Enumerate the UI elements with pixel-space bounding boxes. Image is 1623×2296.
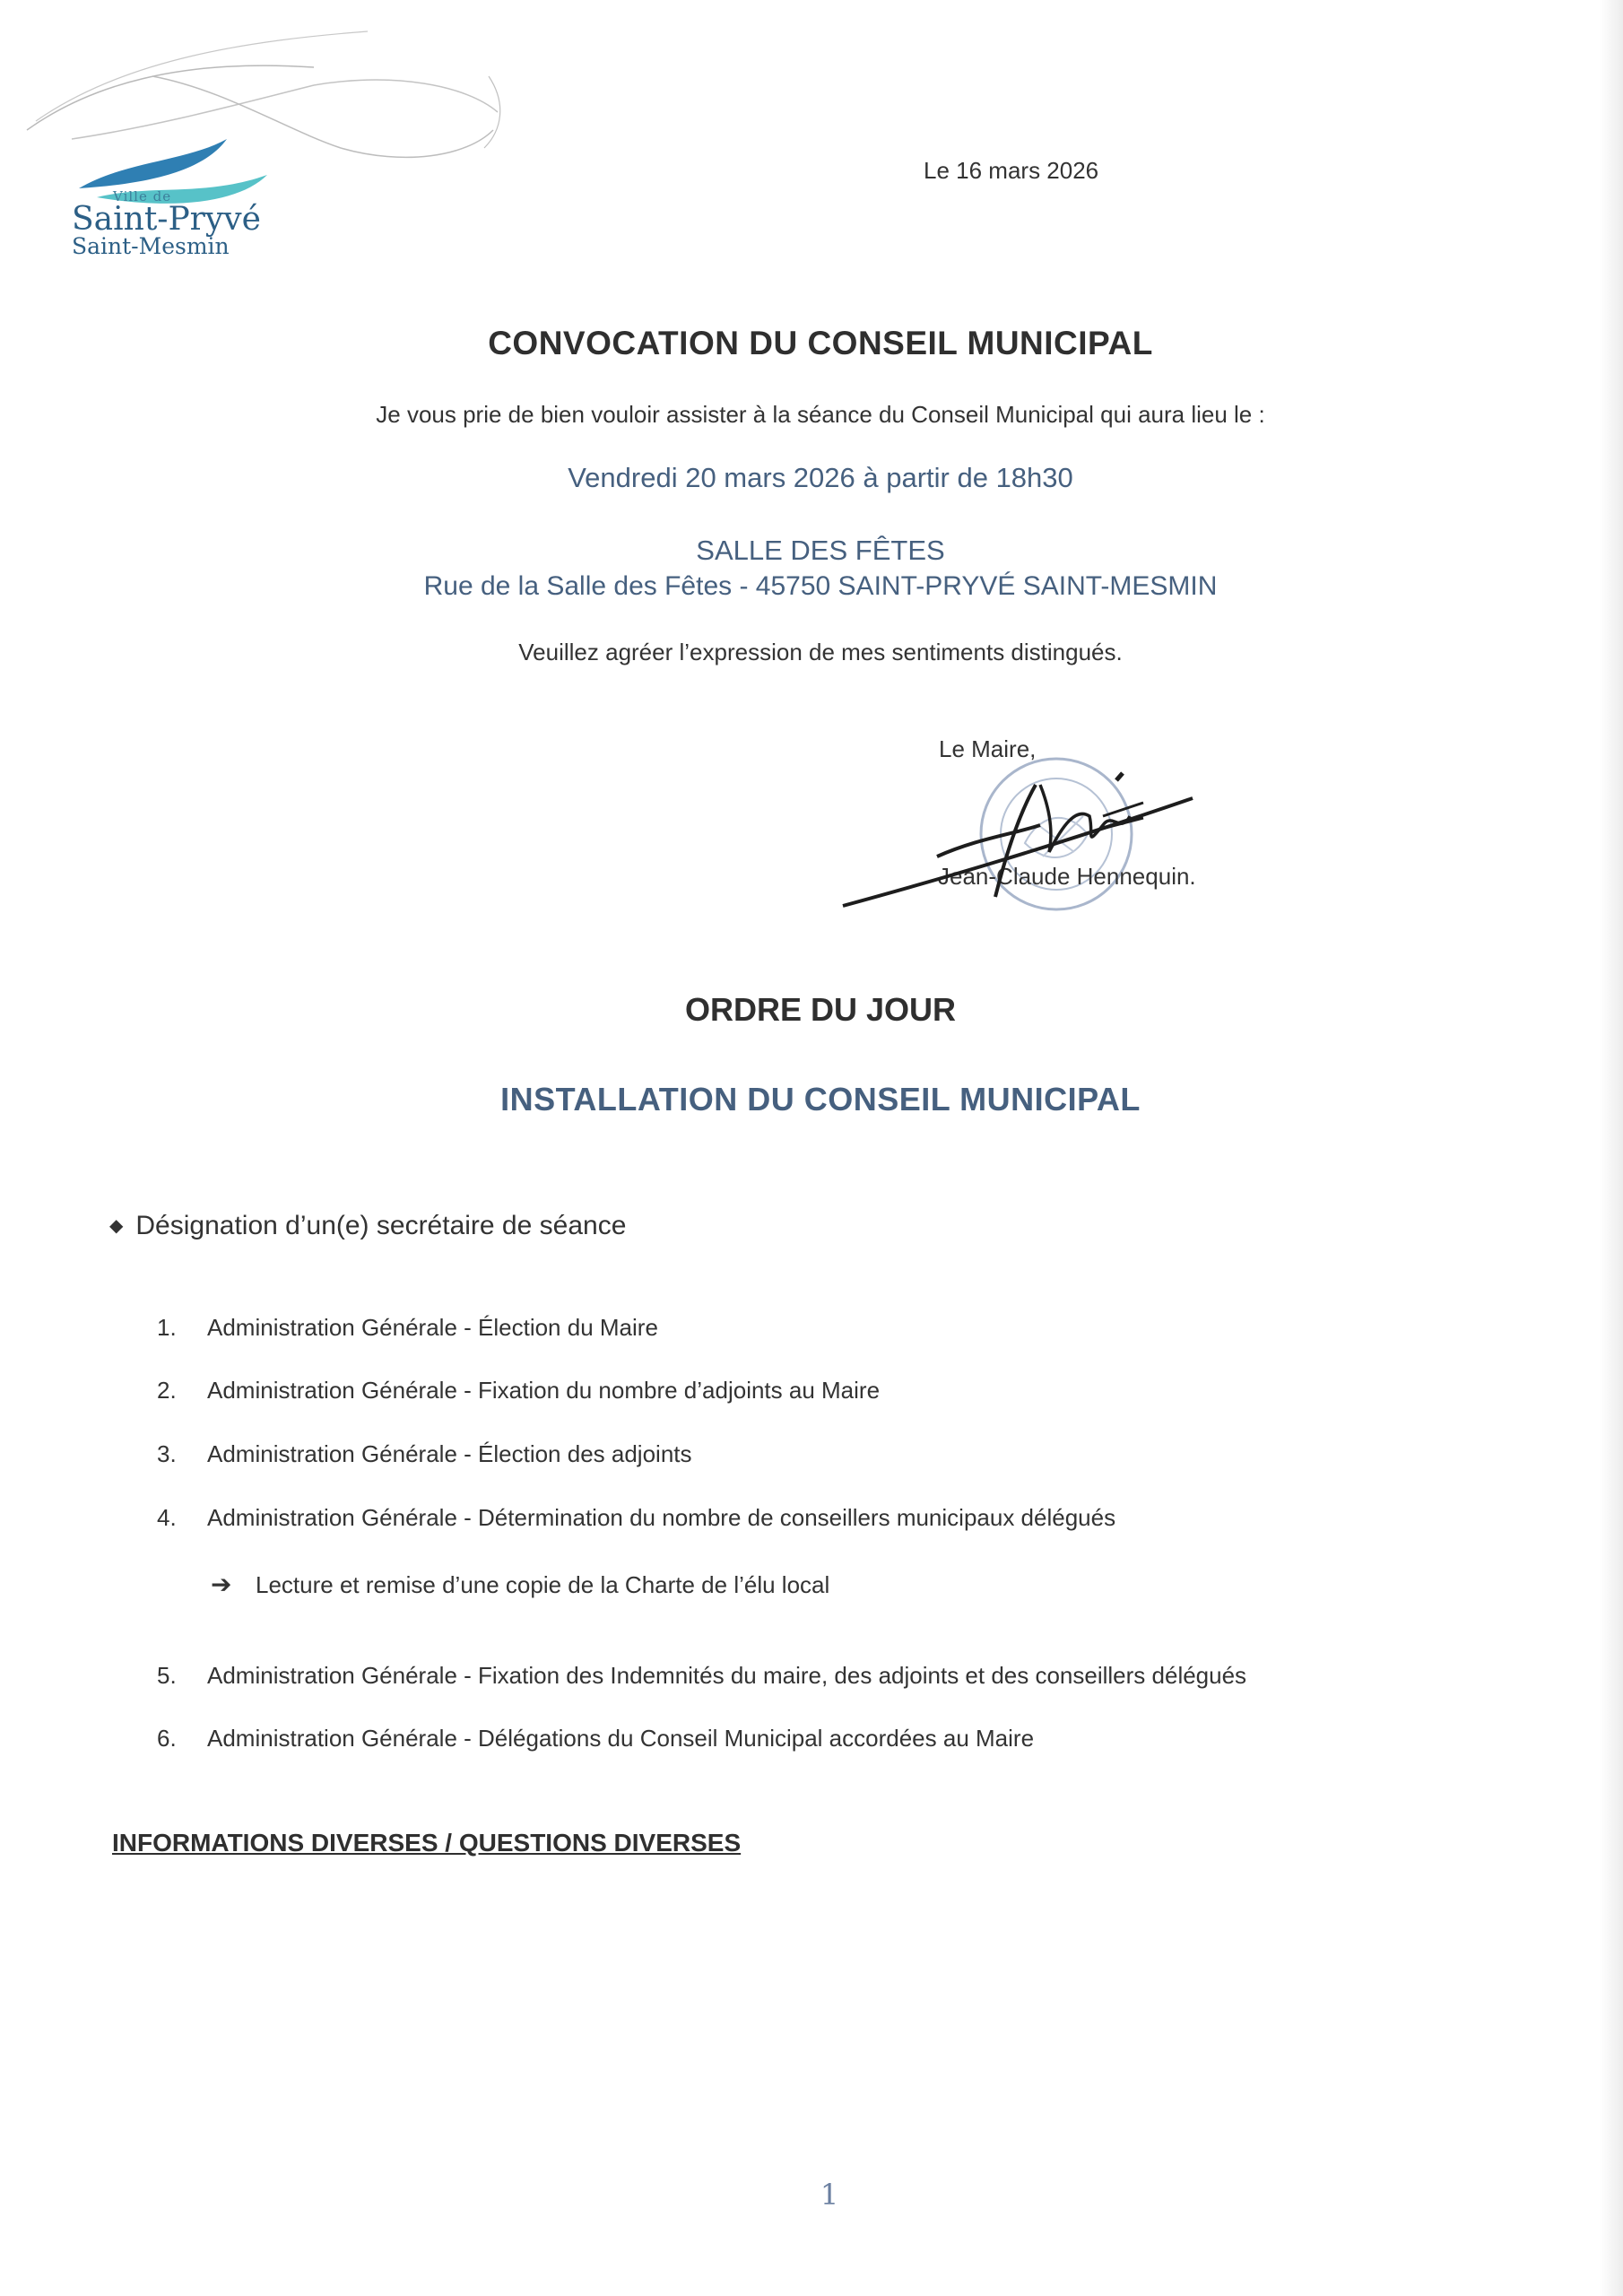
- agenda-item: [157, 1662, 1246, 1690]
- agenda-item-text: Administration Générale - Détermination du nombre de conseillers municipaux délégués: [207, 1504, 1116, 1531]
- meeting-place: SALLE DES FÊTES: [696, 535, 945, 566]
- agenda-item: [157, 1377, 880, 1405]
- city-logo: [70, 135, 276, 269]
- logo-line1: Saint-Pryvé: [72, 201, 261, 238]
- agenda-item-text: Administration Générale - Fixation du nombre d’adjoints au Maire: [207, 1377, 881, 1404]
- agenda-sub-item: [211, 1570, 829, 1599]
- signature-role: Le Maire,: [939, 735, 1037, 762]
- intro-text: Je vous prie de bien vouloir assister à la séance du Conseil Municipal qui aura lieu le :: [376, 401, 1265, 428]
- logo-line2: Saint-Mesmin: [72, 233, 230, 259]
- agenda-item-number: 4.: [157, 1504, 177, 1531]
- agenda-item-number: 6.: [157, 1725, 177, 1752]
- closing-text: Veuillez agréer l’expression de mes sentiments distingués.: [518, 639, 1123, 665]
- logo-ville-text: Ville de: [113, 188, 172, 204]
- signature-name: Jean-Claude Hennequin.: [938, 863, 1196, 890]
- agenda-bullet-text: Désignation d’un(e) secrétaire de séance: [135, 1211, 627, 1240]
- agenda-section-title: INSTALLATION DU CONSEIL MUNICIPAL: [500, 1081, 1141, 1118]
- agenda-bullet: [109, 1211, 626, 1241]
- agenda-sub-item-text: Lecture et remise d’une copie de la Charte de l’élu local: [256, 1571, 830, 1598]
- agenda-item-number: 2.: [157, 1377, 177, 1404]
- meeting-address: Rue de la Salle des Fêtes - 45750 SAINT-PRYVÉ SAINT-MESMIN: [423, 571, 1218, 601]
- agenda-item-number: 5.: [157, 1662, 177, 1689]
- agenda-item: [157, 1725, 1034, 1752]
- page-title: CONVOCATION DU CONSEIL MUNICIPAL: [488, 325, 1153, 361]
- agenda-item-text: Administration Générale - Élection des adjoints: [207, 1440, 692, 1467]
- meeting-datetime: Vendredi 20 mars 2026 à partir de 18h30: [568, 462, 1073, 493]
- logo-wave-icon: [70, 135, 276, 206]
- right-arrow-icon: ➔: [211, 1570, 232, 1598]
- agenda-item: [157, 1440, 692, 1468]
- agenda-item-number: 3.: [157, 1440, 177, 1467]
- agenda-item-text: Administration Générale - Délégations du Conseil Municipal accordées au Maire: [207, 1725, 1035, 1752]
- page-number: 1: [820, 2178, 839, 2212]
- agenda-item: [157, 1504, 1115, 1532]
- informations-diverses-heading: INFORMATIONS DIVERSES / QUESTIONS DIVERSES: [112, 1829, 742, 1857]
- agenda-item-text: Administration Générale - Élection du Maire: [207, 1314, 658, 1341]
- agenda-heading: ORDRE DU JOUR: [684, 991, 957, 1028]
- agenda-item-text: Administration Générale - Fixation des Indemnités du maire, des adjoints et des conseillers délégués: [207, 1662, 1247, 1689]
- handwritten-signature: [834, 762, 1211, 924]
- agenda-item: [157, 1314, 658, 1342]
- agenda-item-number: 1.: [157, 1314, 177, 1341]
- letter-date: Le 16 mars 2026: [924, 157, 1099, 184]
- diamond-bullet-icon: ◆: [109, 1216, 124, 1236]
